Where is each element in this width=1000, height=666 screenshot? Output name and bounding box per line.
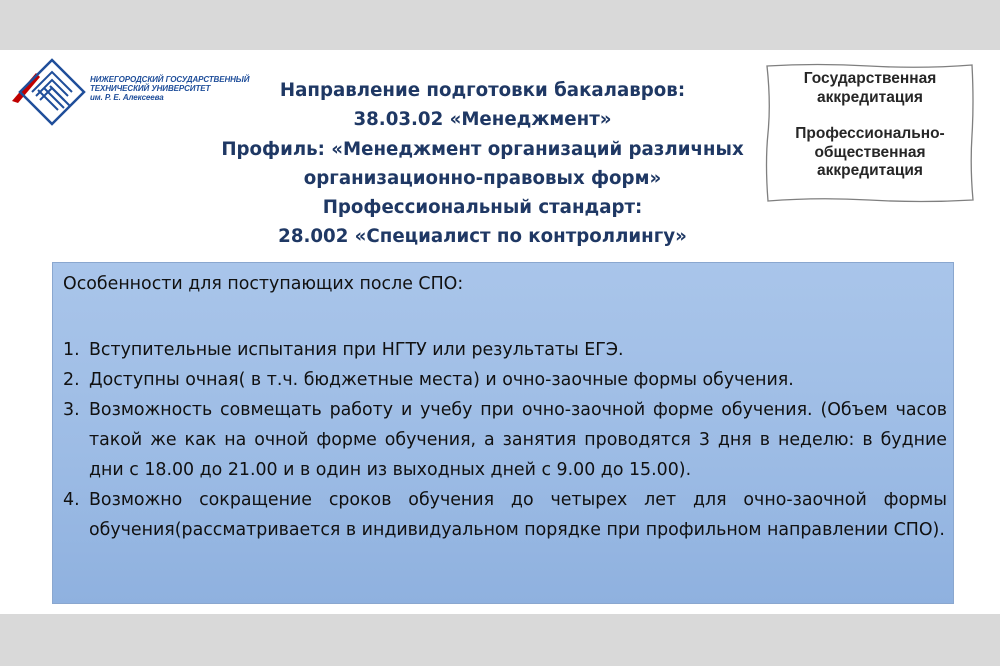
list-item [63,335,947,365]
item-number: 4. [63,490,80,510]
title-line: Направление подготовки бакалавров: [279,80,686,101]
panel-heading: Особенности для поступающих после СПО: [63,274,464,294]
item-text: Возможность совмещать работу и учебу при очно-заочной форме обучения. (Объем часов такой же как на очной форме обучения, а занятия проводятся 3 дня в неделю: в будние дни с 18.00 до 21.00 и в один из выходных дней с 9.00 до 15.00). [89,400,947,480]
title-line: Профессиональный стандарт: [322,197,643,219]
accreditation-professional-line: Профессионально- [795,125,945,142]
title-line: 38.03.02 «Менеджмент» [353,109,612,131]
item-number: 1. [63,340,80,360]
accreditation-state-line: Государственная [803,70,937,87]
title-line: организационно-правовых форм» [303,167,662,189]
item-text: Вступительные испытания при НГТУ или результаты ЕГЭ. [89,340,624,360]
accreditation-professional-line: общественная [814,143,926,161]
university-name-line: НИЖЕГОРОДСКИЙ ГОСУДАРСТВЕННЫЙ [90,75,250,84]
university-emblem-icon [10,54,90,134]
item-number: 3. [63,400,80,420]
accreditation-text [765,70,975,181]
university-name-line: ТЕХНИЧЕСКИЙ УНИВЕРСИТЕТ [90,84,211,93]
item-text: Доступны очная( в т.ч. бюджетные места) и очно-заочные формы обучения. [89,370,794,390]
list-item [63,365,947,395]
program-title [205,76,760,252]
list-item [63,485,947,545]
accreditation-professional-line: аккредитация [817,162,923,179]
admission-features-panel [52,262,954,604]
item-text: Возможно сокращение сроков обучения до четырех лет для очно-заочной формы обучения(рассматривается в индивидуальном порядке при профильном направлении СПО). [89,490,947,540]
university-name-line: им. Р. Е. Алексеева [90,93,164,102]
features-list [63,335,947,545]
item-number: 2. [63,370,80,390]
title-line: Профиль: «Менеджмент организаций различных [221,138,744,160]
slide [0,50,1000,614]
list-item [63,395,947,485]
accreditation-state-line: аккредитация [817,88,923,106]
title-line: 28.002 «Специалист по контроллингу» [278,226,687,248]
accreditation-box [765,63,975,203]
